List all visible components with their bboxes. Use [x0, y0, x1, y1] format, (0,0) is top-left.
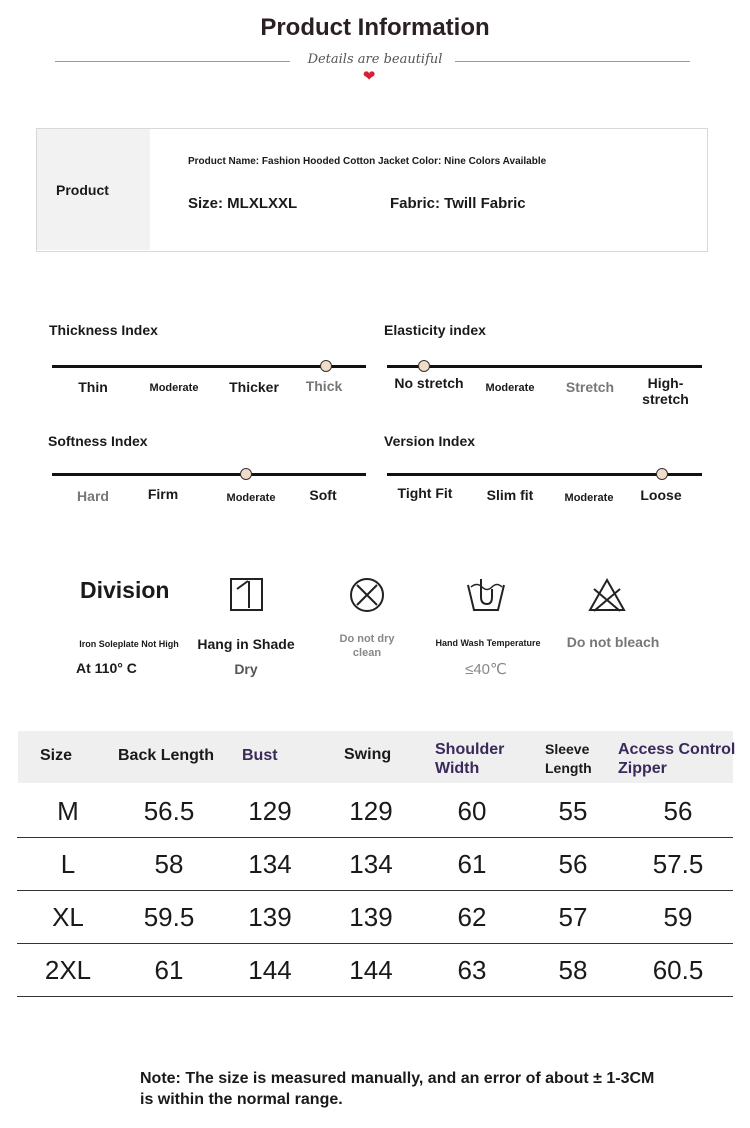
- no-bleach-label: Do not bleach: [566, 634, 660, 650]
- version-option-tight-fit: Tight Fit: [397, 485, 453, 501]
- thickness-option-thin: Thin: [78, 379, 108, 395]
- softness-option-firm: Firm: [147, 486, 179, 502]
- row-divider: [17, 996, 733, 997]
- no-dry-clean-icon: [348, 576, 386, 614]
- product-fabric: Fabric: Twill Fabric: [390, 195, 526, 212]
- elasticity-index-title: Elasticity index: [384, 322, 486, 338]
- cell-size: M: [57, 796, 79, 826]
- thickness-indicator: [320, 360, 332, 372]
- header-bust: Bust: [242, 747, 278, 764]
- no-bleach-icon: [587, 577, 627, 613]
- thickness-track: [52, 365, 366, 368]
- hand-wash-label: Hand Wash Temperature: [435, 638, 541, 648]
- no-dry-clean-label: Do not dry clean: [339, 633, 395, 659]
- product-size: Size: MLXLXXL: [188, 195, 298, 212]
- version-indicator: [656, 468, 668, 480]
- cell-zipper: 57.5: [652, 849, 704, 879]
- cell-zipper: 56: [663, 796, 693, 826]
- hang-dry-icon: [229, 577, 265, 613]
- measurement-note: Note: The size is measured manually, and an error of about ± 1-3CM is within the normal range.: [140, 1070, 655, 1108]
- divider-left: [55, 61, 290, 62]
- cell-bust: 134: [248, 849, 292, 879]
- cell-sleeve-length: 56: [558, 849, 588, 879]
- version-index-title: Version Index: [384, 433, 476, 449]
- version-option-slim-fit: Slim fit: [486, 487, 534, 503]
- header-shoulder-width: Shoulder Width: [435, 741, 505, 777]
- version-track: [387, 473, 702, 476]
- page-title: Product Information: [260, 14, 490, 41]
- softness-option-moderate: Moderate: [226, 492, 276, 504]
- header-back-length: Back Length: [118, 747, 215, 764]
- cell-back-length: 61: [154, 955, 184, 985]
- softness-indicator: [240, 468, 252, 480]
- hang-dry-label: Hang in Shade: [197, 636, 295, 652]
- cell-shoulder-width: 62: [457, 902, 487, 932]
- cell-bust: 129: [248, 796, 292, 826]
- divider-right: [455, 61, 690, 62]
- thickness-option-thicker: Thicker: [229, 379, 279, 395]
- elasticity-option-moderate: Moderate: [485, 382, 535, 394]
- iron-temperature: At 110° C: [76, 660, 137, 676]
- version-option-loose: Loose: [640, 487, 682, 503]
- elasticity-indicator: [418, 360, 430, 372]
- elasticity-option-high-stretch: High-stretch: [642, 375, 689, 407]
- cell-size: XL: [52, 902, 84, 932]
- product-label: Product: [56, 182, 109, 198]
- hand-wash-temperature: ≤40℃: [465, 661, 507, 678]
- cell-sleeve-length: 58: [558, 955, 588, 985]
- softness-option-soft: Soft: [309, 487, 337, 503]
- header-swing: Swing: [344, 746, 392, 763]
- cell-shoulder-width: 60: [457, 796, 487, 826]
- cell-bust: 139: [248, 902, 292, 932]
- softness-option-hard: Hard: [77, 488, 109, 504]
- row-divider: [17, 943, 733, 944]
- elasticity-option-stretch: Stretch: [565, 379, 615, 395]
- header-size: Size: [40, 747, 73, 764]
- version-option-moderate: Moderate: [564, 492, 614, 504]
- cell-swing: 129: [349, 796, 393, 826]
- cell-swing: 144: [349, 955, 393, 985]
- thickness-index-title: Thickness Index: [49, 322, 158, 338]
- cell-back-length: 56.5: [143, 796, 195, 826]
- cell-size: L: [60, 849, 76, 879]
- cell-bust: 144: [248, 955, 292, 985]
- cell-back-length: 59.5: [143, 902, 195, 932]
- heart-icon: ❤: [362, 68, 376, 85]
- iron-instruction: Iron Soleplate Not High: [79, 639, 179, 649]
- product-name: Product Name: Fashion Hooded Cotton Jacket Color: Nine Colors Available: [188, 156, 547, 167]
- cell-shoulder-width: 61: [457, 849, 487, 879]
- elasticity-track: [387, 365, 702, 368]
- cell-sleeve-length: 57: [558, 902, 588, 932]
- softness-index-title: Softness Index: [48, 433, 148, 449]
- cell-sleeve-length: 55: [558, 796, 588, 826]
- header-sleeve-length: Sleeve Length: [545, 741, 592, 776]
- hang-dry-label-2: Dry: [234, 661, 258, 677]
- cell-swing: 139: [349, 902, 393, 932]
- cell-back-length: 58: [154, 849, 184, 879]
- cell-zipper: 60.5: [652, 955, 704, 985]
- thickness-option-thick: Thick: [305, 378, 343, 394]
- cell-size: 2XL: [44, 955, 92, 985]
- cell-zipper: 59: [663, 902, 693, 932]
- elasticity-option-no-stretch: No stretch: [394, 375, 464, 391]
- hand-wash-icon: [465, 577, 507, 613]
- thickness-option-moderate: Moderate: [149, 382, 199, 394]
- header-access-control-zipper: Access Control Zipper: [618, 741, 736, 777]
- softness-track: [52, 473, 366, 476]
- row-divider: [17, 890, 733, 891]
- cell-shoulder-width: 63: [457, 955, 487, 985]
- page-subtitle: Details are beautiful: [307, 52, 443, 67]
- cell-swing: 134: [349, 849, 393, 879]
- row-divider: [17, 837, 733, 838]
- care-section-title: Division: [80, 577, 170, 603]
